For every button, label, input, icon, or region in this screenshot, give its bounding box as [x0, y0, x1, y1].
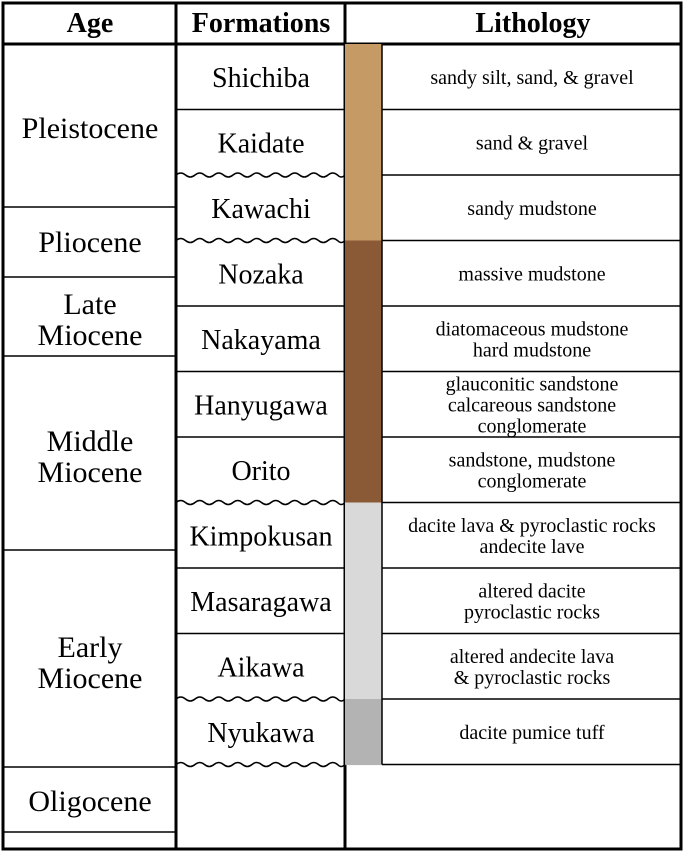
formation-name: Kimpokusan — [189, 521, 333, 553]
unconformity-line — [176, 501, 345, 505]
lithology-text: andecite lave — [479, 535, 585, 558]
formation-row — [176, 568, 681, 634]
age-cell-late-miocene — [3, 288, 176, 356]
age-cell-pliocene — [3, 226, 176, 277]
lithology-color-bar — [345, 110, 382, 176]
age-label: Miocene — [37, 456, 143, 489]
header-age: Age — [66, 8, 114, 39]
lithology-color-bar — [345, 503, 382, 569]
formation-name: Orito — [231, 455, 291, 487]
lithology-text: diatomaceous mudstone — [435, 318, 629, 341]
lithology-text: massive mudstone — [458, 263, 606, 286]
formation-row — [176, 503, 681, 569]
age-label: Late — [63, 288, 117, 321]
age-cell-pleistocene — [3, 112, 176, 207]
lithology-text: dacite pumice tuff — [459, 721, 605, 744]
formation-row — [176, 44, 681, 110]
lithology-text: sandy mudstone — [467, 197, 597, 220]
lithology-color-bar — [345, 437, 382, 503]
formation-name: Aikawa — [217, 652, 305, 684]
lithology-color-bar — [345, 306, 382, 372]
unconformity-line — [176, 697, 345, 701]
age-label: Pliocene — [38, 226, 142, 259]
age-label: Pleistocene — [21, 112, 159, 145]
formation-row — [176, 437, 681, 505]
formation-row — [176, 175, 681, 243]
formation-name: Nozaka — [218, 259, 304, 291]
age-cell-middle-miocene — [3, 425, 176, 550]
formation-name: Kawachi — [211, 193, 311, 225]
header-formations: Formations — [191, 8, 331, 39]
age-label: Miocene — [37, 319, 143, 352]
header-lithology: Lithology — [475, 8, 591, 39]
lithology-color-bar — [345, 44, 382, 110]
formation-name: Nyukawa — [207, 717, 315, 749]
lithology-text: sandy silt, sand, & gravel — [430, 66, 634, 89]
lithology-text: & pyroclastic rocks — [453, 666, 611, 689]
formation-row — [176, 634, 681, 702]
unconformity-line — [176, 763, 345, 767]
lithology-text: hard mudstone — [472, 339, 592, 362]
lithology-text: altered dacite — [478, 580, 586, 603]
lithology-color-bar — [345, 175, 382, 241]
lithology-color-bar — [345, 699, 382, 765]
lithology-text: conglomerate — [477, 470, 587, 493]
formation-row — [176, 699, 681, 767]
lithology-text: dacite lava & pyroclastic rocks — [408, 514, 656, 537]
age-cell-oligocene — [3, 785, 176, 832]
lithology-text: conglomerate — [477, 415, 587, 438]
age-cell-early-miocene — [3, 631, 176, 767]
age-column — [3, 112, 176, 832]
lithology-text: pyroclastic rocks — [463, 601, 601, 624]
formation-rows — [176, 44, 681, 767]
unconformity-line — [176, 239, 345, 243]
formation-row — [176, 372, 681, 438]
lithology-text: sandstone, mudstone — [448, 449, 616, 472]
age-label: Oligocene — [28, 785, 152, 818]
formation-name: Shichiba — [212, 62, 310, 94]
age-label: Early — [57, 631, 123, 664]
lithology-text: sand & gravel — [475, 132, 589, 155]
lithology-color-bar — [345, 568, 382, 634]
lithology-color-bar — [345, 372, 382, 438]
formation-row — [176, 110, 681, 178]
unconformity-line — [176, 173, 345, 177]
lithology-color-bar — [345, 634, 382, 700]
age-label: Middle — [46, 425, 134, 458]
formation-name: Kaidate — [217, 128, 305, 160]
formation-name: Hanyugawa — [194, 390, 328, 422]
lithology-color-bar — [345, 241, 382, 307]
lithology-text: altered andecite lava — [449, 645, 615, 668]
header-row — [67, 8, 591, 39]
formation-name: Masaragawa — [190, 586, 332, 618]
lithology-text: calcareous sandstone — [447, 394, 617, 417]
lithology-text: glauconitic sandstone — [445, 373, 619, 396]
formation-name: Nakayama — [201, 324, 321, 356]
age-label: Miocene — [37, 662, 143, 695]
formation-row — [176, 306, 681, 372]
formation-row — [176, 241, 681, 307]
